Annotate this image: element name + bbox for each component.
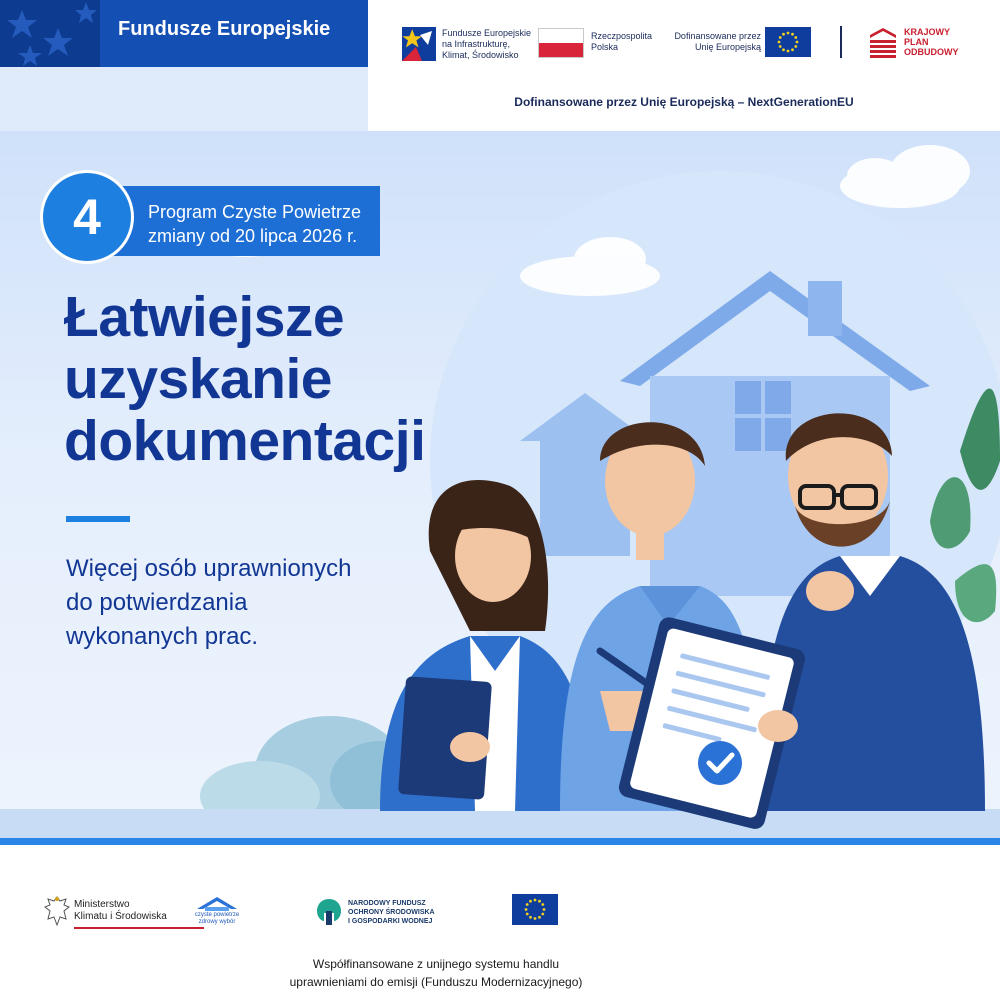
cofinancing-caption [0,955,872,991]
fe-brand-label: Fundusze Europejskie [118,18,331,40]
logo-ue-line: Dofinansowane przez [674,31,761,41]
badge-label [108,186,380,256]
footer [0,845,1000,1000]
fe-stars-decoration [0,0,100,67]
mkis-line: Ministerstwo [74,899,130,910]
logo-krajowy-plan-odbudowy [868,26,978,62]
logo-nfosigw [316,897,476,933]
fe-brand-bar [0,0,368,67]
logo-rp-line: Rzeczpospolita [591,31,653,41]
page-title-line: dokumentacji [64,409,426,473]
mkis-line: Klimatu i Środowiska [74,911,167,922]
logo-rp-line: Polska [591,42,619,52]
cp-line: czyste powietrze [194,912,240,918]
cofinancing-line: uprawnieniami do emisji (Funduszu Modernizacyjnego) [289,975,583,989]
kpo-logo-icon [868,26,898,58]
logo-fundusze-europejskie-fenx [402,25,530,65]
badge-line-date: zmiany od 20 lipca 2026 r. [148,226,358,246]
badge-line-program: Program Czyste Powietrze [148,202,362,222]
nfos-logo-icon [316,897,342,927]
header-divider [840,26,842,58]
logo-kpo-line: ODBUDOWY [904,47,959,57]
scene-bottom-bar [0,838,1000,845]
logo-ue-line: Unię Europejską [694,42,761,52]
subtitle-line: wykonanych prac. [66,623,259,650]
page-title-line: Łatwiejsze [64,285,345,349]
nfos-line: NARODOWY FUNDUSZ [348,900,426,907]
polish-flag-icon [538,28,584,58]
checkmark-icon [698,741,742,785]
logo-unia-europejska [668,27,813,61]
cofinancing-line: Współfinansowane z unijnego systemu handlu [312,957,560,971]
page-title [64,286,425,472]
eu-flag-icon [765,27,811,57]
page-title-line: uzyskanie [64,347,332,411]
eagle-emblem-icon [44,895,70,927]
house-roof-icon [195,895,239,911]
footer-eu-flag-icon [512,894,558,925]
badge-number [40,170,134,264]
header-logos-area [368,0,1000,131]
fe-logo-icon [402,27,436,61]
mkis-red-line [74,927,204,929]
header-strip [0,67,368,131]
logo-fe-line: Fundusze Europejskie [442,28,532,38]
nextgeneu-caption: Dofinansowane przez Unię Europejską – NextGenerationEU [514,95,854,109]
logo-kpo-line: KRAJOWY [904,27,951,37]
logo-rzeczpospolita-polska [538,28,658,62]
nfos-line: I GOSPODARKI WODNEJ [348,918,433,925]
nfos-line: OCHRONY ŚRODOWISKA [348,909,435,916]
headline-underline [66,516,130,522]
logo-kpo-line: PLAN [904,37,929,47]
logo-ministerstwo-klimatu [44,895,174,935]
subtitle-line: do potwierdzania [66,589,248,616]
subtitle-line: Więcej osób uprawnionych [66,555,352,582]
logo-fe-line: na Infrastrukturę, [442,39,511,49]
badge-number-text: 4 [73,189,101,245]
logo-fe-line: Klimat, Środowisko [442,50,519,60]
logo-czyste-powietrze [193,895,241,929]
cp-line: zdrowy wybór [198,919,236,925]
subtitle [66,552,351,654]
